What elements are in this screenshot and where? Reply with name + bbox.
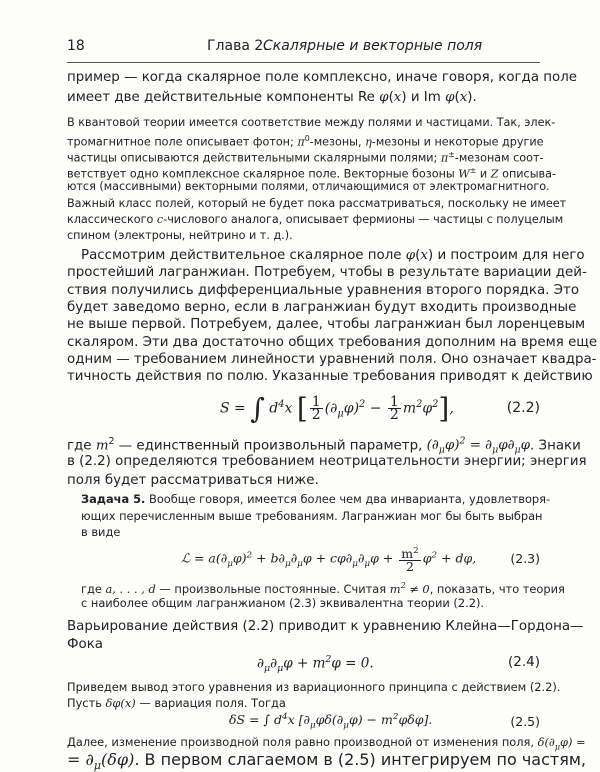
header-rule — [67, 62, 540, 63]
task-line: с наиболее общим лагранжианом (2.3) эквивалентна теории (2.2). — [81, 595, 485, 610]
note-line: ются (массивными) векторными полями, отличающимися от электромагнитного. — [67, 180, 550, 194]
page-number: 18 — [67, 38, 85, 54]
text-line: простейший лагранжиан. Потребуем, чтобы в результате вариации дей- — [67, 265, 587, 281]
text-line: в (2.2) определяются требованием неотрицательности энергии; энергия — [67, 453, 587, 469]
text-line: одним — требованием линейности уравнений поля. Оно означает квадра- — [67, 351, 597, 367]
text-line: Пусть δφ(x) — вариация поля. Тогда — [67, 696, 286, 710]
chapter-title: Скалярные и векторные поля — [263, 38, 483, 54]
note-line: В квантовой теории имеется соответствие между полями и частицами. Так, элек- — [67, 116, 556, 129]
equation-body: $\partial_\mu\partial_\mu\varphi + m^2\varphi = 0$. — [257, 654, 374, 675]
text-line: скаляром. Эти два достаточно общих требования дополним на время еще — [67, 334, 598, 350]
equation-2-2 — [67, 390, 540, 426]
note-line: частицы описываются действительными скалярными полями; π±-мезонам соот- — [67, 150, 544, 165]
text-line: Фока — [67, 636, 104, 652]
text-line: ствия получились дифференциальные уравнения второго порядка. Это — [67, 282, 580, 298]
text-line: где $m^2$ — единственный произвольный параметр, $(\partial_\mu\varphi)^2 = \partial_\mu\varphi\partial_\mu\varphi$. Знаки — [67, 436, 581, 457]
paragraph-integration — [67, 734, 586, 752]
text-line: Варьирование действия (2.2) приводит к уравнению Клейна—Гордона— — [67, 619, 584, 634]
text-line: не выше первой. Потребуем, далее, чтобы лагранжиан был лоренцевым — [67, 317, 586, 333]
note-line: тромагнитное поле описывает фотон; $\pi^0$-мезоны, η-мезоны и некоторые другие — [67, 134, 544, 149]
task-line: Задача 5. Вообще говоря, имеется более чем два инварианта, удовлетворя- — [81, 492, 551, 506]
equation-number: (2.3) — [510, 551, 540, 566]
task-line: ющих перечисленным выше требованиям. Лагранжиан мог бы быть выбран — [81, 508, 543, 523]
text-line: пример — когда скалярное поле комплексно, иначе говоря, когда поле — [67, 70, 578, 85]
equation-number: (2.5) — [510, 714, 540, 729]
note-line: Важный класс полей, который не будет пока рассматриваться, поскольку не имеет — [67, 196, 567, 210]
text-line: будет заведомо верно, если в лагранжиан будут входить производные — [67, 299, 577, 315]
note-line: ветствует одно комплексное скалярное поле. Векторные бозоны W± и Z описыва- — [67, 166, 557, 182]
equation-number: (2.4) — [507, 654, 540, 670]
text-line: Далее, изменение производной поля равно производной от изменения поля, $\delta(\partial_\mu\varphi)$ = — [67, 735, 586, 752]
text-line: Рассмотрим действительное скалярное поле φ(x) и построим для него — [81, 248, 585, 263]
task-line: в виде — [81, 525, 121, 539]
note-line: классического c-числового аналога, описывает фермионы — частицы с полуцелым — [67, 212, 564, 226]
equation-2-4 — [67, 654, 540, 674]
page-header — [67, 38, 540, 62]
note-line: спином (электроны, нейтрино и т. д.). — [67, 228, 293, 242]
task-label: Задача 5. — [81, 492, 146, 506]
text-line: тичность действия по полю. Указанные требования приводят к действию — [67, 369, 593, 385]
task-line: где a, . . . , d — произвольные постоянные. Считая $m^2 \ne 0$, показать, что теория — [81, 581, 565, 596]
equation-body: S = ∫ $d^4x$ [ $\frac{1}{2}$ $(\partial_\mu\varphi)^2$ − $\frac{1}{2}$ $m^2\varphi^2$], — [220, 392, 454, 425]
equation-2-3 — [81, 541, 540, 573]
paragraph-integration-tail: = $\partial_\mu(\delta\varphi)$. В первом слагаемом в (2.5) интегрируем по частям, — [67, 750, 586, 772]
text-line: поля будет рассматриваться ниже. — [67, 473, 319, 488]
text-line: имеет две действительные компоненты Re φ(x) и Im φ(x). — [67, 89, 477, 105]
equation-2-5 — [67, 712, 540, 734]
equation-number: (2.2) — [506, 400, 540, 416]
equation-body: ℒ = $a(\partial_\mu\varphi)^2 + b\partial_\mu\partial_\mu\varphi + c\varphi\partial_\mu\partial_\mu\varphi$ + $\frac{m^2}{2}$ $\varphi^2 + d\varphi$, — [181, 546, 477, 575]
chapter-label: Глава 2. — [207, 38, 268, 54]
equation-body: δS = ∫ $d^4x$ $[\partial_\mu\varphi\delta(\partial_\mu\varphi) - m^2\varphi\delta\varphi]$. — [229, 712, 433, 731]
text-line: Приведем вывод этого уравнения из вариационного принципа с действием (2.2). — [67, 680, 561, 694]
